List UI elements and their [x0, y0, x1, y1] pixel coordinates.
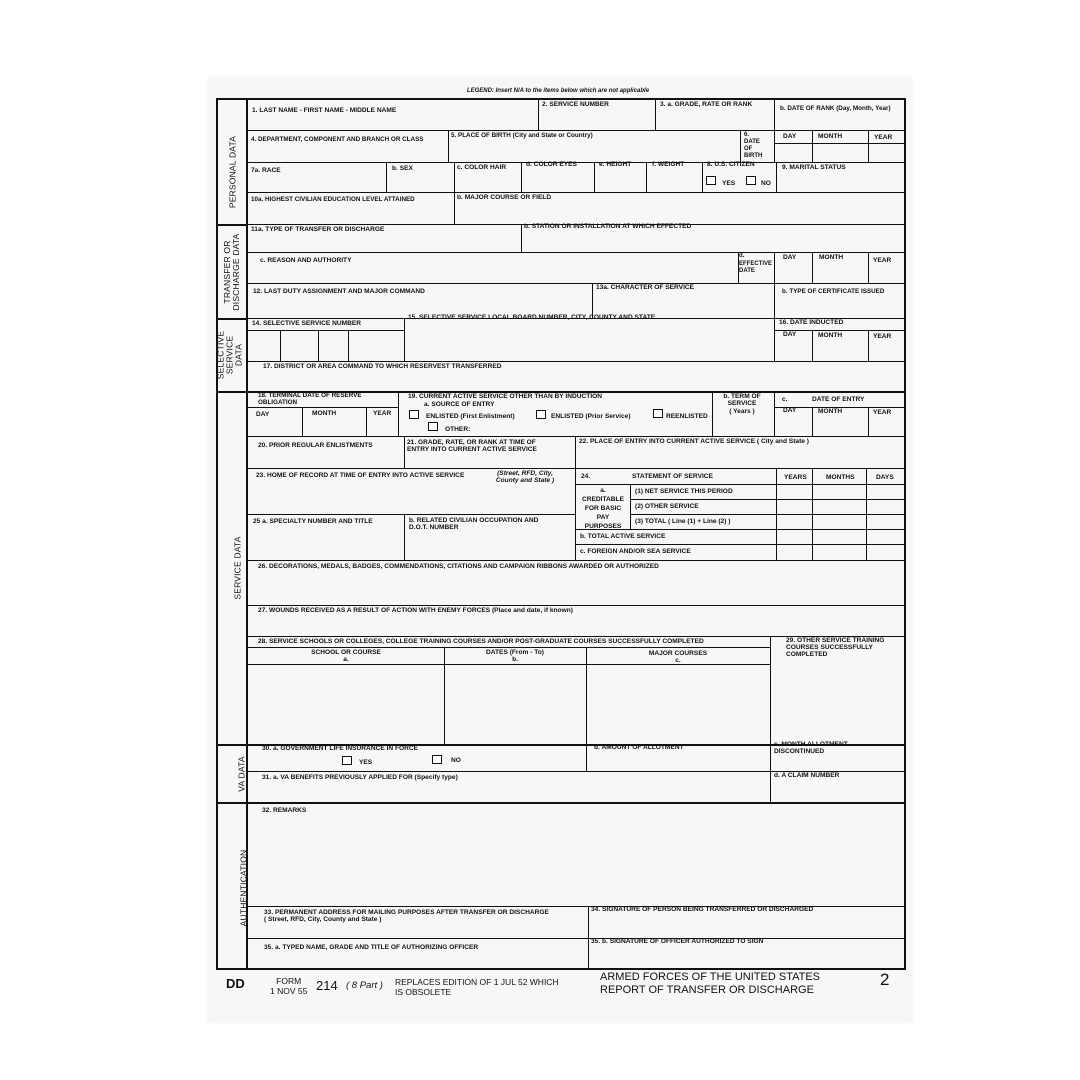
- insurance-yes-label: YES: [359, 759, 373, 766]
- citizen-no-label: NO: [761, 180, 771, 187]
- rule: [454, 162, 455, 224]
- form-part: ( 8 Part ): [346, 980, 383, 991]
- field-19b-label: b. TERM OF SERVICE ( Years ): [723, 393, 761, 415]
- rule: [248, 407, 398, 408]
- field-13a-label: 13a. CHARACTER OF SERVICE: [596, 284, 695, 291]
- field-29-label: 29. OTHER SERVICE TRAINING COURSES SUCCESSFULLY COMPLETED: [786, 637, 885, 658]
- field-10b-label: b. MAJOR COURSE OR FIELD: [457, 194, 552, 201]
- foreign-sea-service-label: c. FOREIGN AND/OR SEA SERVICE: [580, 548, 691, 555]
- entry-day-label: DAY: [783, 407, 797, 414]
- section-service-data: SERVICE DATA: [232, 536, 243, 600]
- section-divider: [216, 744, 248, 746]
- field-26-label: 26. DECORATIONS, MEDALS, BADGES, COMMENDATIONS, CITATIONS AND CAMPAIGN RIBBONS AWARDED OR AUTHORIZED: [258, 563, 659, 570]
- rule: [248, 361, 904, 362]
- rule: [318, 330, 319, 361]
- major-courses-header: MAJOR COURSES c.: [648, 650, 708, 665]
- rule: [302, 407, 303, 436]
- field-16-label: 16. DATE INDUCTED: [779, 319, 844, 326]
- rule: [776, 468, 777, 560]
- rule: [774, 391, 775, 436]
- field-23-hint: (Street, RFD, City, County and State ): [495, 470, 555, 485]
- citizen-yes-checkbox[interactable]: [706, 176, 716, 185]
- section-va-data: VA DATA: [236, 756, 247, 792]
- rule: [248, 802, 904, 804]
- field-28-label: 28. SERVICE SCHOOLS OR COLLEGES, COLLEGE TRAINING COURSES AND/OR POST-GRADUATE COURSES SUCCESSFULLY COMPLETED: [258, 638, 704, 645]
- rule: [866, 468, 867, 560]
- insurance-yes-checkbox[interactable]: [342, 756, 352, 765]
- rule: [248, 330, 404, 331]
- field-19-label: 19. CURRENT ACTIVE SERVICE OTHER THAN BY INDUCTION: [408, 393, 603, 400]
- rule: [521, 162, 522, 192]
- effective-month-label: MONTH: [819, 254, 844, 261]
- rule: [812, 468, 813, 560]
- field-31d-label: d. A CLAIM NUMBER: [774, 772, 840, 779]
- rule: [575, 544, 904, 545]
- rule: [868, 330, 869, 361]
- other-entry-label: OTHER:: [445, 426, 471, 433]
- section-transfer-discharge: TRANSFER OR DISCHARGE DATA: [222, 233, 241, 311]
- reserve-month-label: MONTH: [312, 410, 337, 417]
- years-label: YEARS: [784, 474, 807, 481]
- field-4-label: 4. DEPARTMENT, COMPONENT AND BRANCH OR CLASS: [251, 136, 424, 143]
- section-personal-data: PERSONAL DATA: [227, 135, 238, 209]
- birth-month-label: MONTH: [818, 133, 843, 140]
- rule: [812, 252, 813, 283]
- field-24-label: 24.: [581, 473, 591, 480]
- other-service-label: (2) OTHER SERVICE: [635, 503, 699, 510]
- rule: [586, 746, 587, 771]
- creditable-label: a. CREDITABLE FOR BASIC PAY PURPOSES: [581, 487, 624, 530]
- enlisted-first-checkbox[interactable]: [409, 410, 419, 419]
- citizen-no-checkbox[interactable]: [746, 176, 756, 185]
- rule: [592, 283, 593, 318]
- rule: [812, 407, 813, 436]
- field-9-label: 9. MARITAL STATUS: [782, 164, 846, 171]
- field-7a-label: 7a. RACE: [251, 167, 281, 174]
- field-25a-label: 25 a. SPECIALTY NUMBER AND TITLE: [253, 518, 373, 525]
- field-7b-label: b. SEX: [392, 165, 413, 172]
- field-7f-label: f. WEIGHT: [652, 161, 685, 168]
- field-22-label: 22. PLACE OF ENTRY INTO CURRENT ACTIVE SERVICE ( City and State ): [579, 438, 809, 445]
- field-11d-label: d. EFFECTIVE DATE: [739, 253, 773, 274]
- rule: [630, 484, 631, 529]
- legend-text: LEGEND: Insert N/A to the items below which are not applicable: [466, 88, 650, 94]
- section-divider: [216, 802, 248, 804]
- reserve-year-label: YEAR: [373, 410, 392, 417]
- section-divider: [216, 391, 248, 393]
- field-5-label: 5. PLACE OF BIRTH (City and State or Country): [451, 132, 593, 139]
- enlisted-prior-label: ENLISTED (Prior Service): [551, 413, 631, 420]
- rule: [776, 162, 777, 192]
- rule: [248, 283, 904, 284]
- rule: [588, 906, 589, 968]
- field-7e-label: e. HEIGHT: [599, 161, 632, 168]
- field-21-label: 21. GRADE, RATE, OR RANK AT TIME OF ENTRY INTO CURRENT ACTIVE SERVICE: [407, 439, 537, 454]
- field-12-label: 12. LAST DUTY ASSIGNMENT AND MAJOR COMMAND: [253, 288, 425, 295]
- rule: [366, 407, 367, 436]
- field-20-label: 20. PRIOR REGULAR ENLISTMENTS: [258, 442, 373, 449]
- rule: [448, 130, 449, 162]
- rule: [248, 130, 904, 131]
- insurance-no-checkbox[interactable]: [432, 755, 442, 764]
- reserve-day-label: DAY: [256, 411, 270, 418]
- rule: [646, 162, 647, 192]
- reenlisted-checkbox[interactable]: [653, 409, 663, 418]
- total-service-label: (3) TOTAL ( Line (1) + Line (2) ): [635, 518, 731, 525]
- rule: [770, 636, 771, 744]
- field-14-label: 14. SELECTIVE SERVICE NUMBER: [252, 320, 362, 327]
- rule: [774, 100, 775, 162]
- section-column-divider: [246, 100, 248, 968]
- field-3a-label: 3. a. GRADE, RATE OR RANK: [660, 101, 753, 108]
- rule: [404, 514, 405, 560]
- rule: [740, 130, 741, 162]
- field-33-label: 33. PERMANENT ADDRESS FOR MAILING PURPOSES AFTER TRANSFER OR DISCHARGE ( Street, RFD, City, County and State ): [264, 909, 549, 924]
- total-active-service-label: b. TOTAL ACTIVE SERVICE: [580, 533, 666, 540]
- dates-header: DATES (From - To) b.: [486, 649, 544, 664]
- school-course-header: SCHOOL OR COURSE a.: [311, 649, 381, 664]
- birth-day-label: DAY: [783, 133, 797, 140]
- rule: [248, 938, 904, 939]
- field-15-label: 15. SELECTIVE SERVICE LOCAL BOARD NUMBER, CITY, COUNTY AND STATE: [408, 314, 656, 321]
- dd-label: DD: [226, 976, 245, 991]
- dd-214-form-sheet: [208, 78, 912, 1022]
- rule: [248, 514, 575, 515]
- section-divider: [216, 224, 248, 226]
- field-10a-label: 10a. HIGHEST CIVILIAN EDUCATION LEVEL ATTAINED: [251, 196, 415, 203]
- net-service-label: (1) NET SERVICE THIS PERIOD: [635, 488, 733, 495]
- rule: [655, 100, 656, 130]
- rule: [248, 468, 904, 469]
- rule: [774, 143, 904, 144]
- field-11b-label: b. STATION OR INSTALLATION AT WHICH EFFECTED: [524, 223, 692, 230]
- rule: [386, 162, 387, 192]
- rule: [404, 436, 405, 468]
- field-31a-label: 31. a. VA BENEFITS PREVIOUSLY APPLIED FOR (Specify type): [262, 774, 458, 781]
- field-17-label: 17. DISTRICT OR AREA COMMAND TO WHICH RESERVEST TRANSFERRED: [263, 363, 502, 370]
- citizen-yes-label: YES: [722, 180, 736, 187]
- field-19c-label: c.: [782, 396, 788, 403]
- entry-year-label: YEAR: [873, 409, 892, 416]
- rule: [868, 130, 869, 162]
- field-7d-label: d. COLOR EYES: [526, 161, 577, 168]
- rule: [248, 252, 904, 253]
- field-6-label: 6. DATE OF BIRTH: [744, 132, 763, 159]
- field-27-label: 27. WOUNDS RECEIVED AS A RESULT OF ACTION WITH ENEMY FORCES (Place and date, if known): [258, 607, 573, 614]
- inducted-day-label: DAY: [783, 331, 797, 338]
- inducted-year-label: YEAR: [873, 333, 892, 340]
- enlisted-prior-checkbox[interactable]: [536, 410, 546, 419]
- field-3b-label: b. DATE OF RANK (Day, Month, Year): [780, 105, 891, 112]
- field-18-label: 18. TERMINAL DATE OF RESERVE OBLIGATION: [258, 392, 362, 406]
- rule: [248, 647, 770, 648]
- rule: [248, 605, 904, 606]
- rule: [575, 484, 904, 485]
- field-25b-label: b. RELATED CIVILIAN OCCUPATION AND D.O.T. NUMBER: [409, 517, 539, 532]
- field-7c-label: c. COLOR HAIR: [457, 164, 507, 171]
- rule: [280, 330, 281, 361]
- other-entry-checkbox[interactable]: [428, 422, 438, 431]
- section-divider: [216, 318, 248, 320]
- field-1-label: 1. LAST NAME - FIRST NAME - MIDDLE NAME: [252, 107, 397, 114]
- field-30b-label: b. AMOUNT OF ALLOTMENT: [594, 744, 684, 751]
- rule: [521, 224, 522, 252]
- field-35a-label: 35. a. TYPED NAME, GRADE AND TITLE OF AUTHORIZING OFFICER: [264, 944, 479, 951]
- rule: [594, 162, 595, 192]
- birth-year-label: YEAR: [874, 134, 893, 141]
- field-35b-label: 35. b. SIGNATURE OF OFFICER AUTHORIZED TO SIGN: [591, 938, 764, 945]
- field-11a-label: 11a. TYPE OF TRANSFER OR DISCHARGE: [251, 226, 385, 233]
- field-2-label: 2. SERVICE NUMBER: [542, 101, 609, 108]
- entry-month-label: MONTH: [818, 408, 843, 415]
- form-number: 214: [316, 978, 338, 993]
- form-title: ARMED FORCES OF THE UNITED STATES REPORT OF TRANSFER OR DISCHARGE: [600, 971, 821, 996]
- rule: [398, 391, 399, 436]
- days-label: DAYS: [876, 474, 894, 481]
- rule: [404, 318, 405, 361]
- rule: [868, 407, 869, 436]
- field-13b-label: b. TYPE OF CERTIFICATE ISSUED: [782, 288, 885, 295]
- rule: [774, 252, 775, 318]
- inducted-month-label: MONTH: [818, 332, 843, 339]
- rule: [812, 130, 813, 162]
- rule: [868, 252, 869, 283]
- rule: [248, 192, 904, 193]
- rule: [770, 746, 771, 802]
- rule: [575, 436, 576, 560]
- field-8-label: 8. U.S. CITIZEN: [707, 161, 755, 168]
- statement-of-service-label: STATEMENT OF SERVICE: [632, 473, 713, 480]
- rule: [248, 560, 904, 561]
- rule: [248, 436, 904, 437]
- effective-year-label: YEAR: [873, 257, 892, 264]
- rule: [630, 514, 904, 515]
- rule: [630, 499, 904, 500]
- form-date-label: FORM 1 NOV 55: [270, 976, 308, 996]
- copy-number: 2: [880, 970, 890, 989]
- section-selective-service: SELECTIVE SERVICE DATA: [215, 330, 244, 380]
- reenlisted-label: REENLISTED: [666, 413, 708, 420]
- field-30a-label: 30. a. GOVERNMENT LIFE INSURANCE IN FORCE: [262, 745, 419, 752]
- rule: [702, 162, 703, 192]
- rule: [348, 330, 349, 361]
- date-of-entry-label: DATE OF ENTRY: [812, 396, 865, 403]
- field-32-label: 32. REMARKS: [262, 807, 307, 814]
- months-label: MONTHS: [826, 474, 855, 481]
- field-34-label: 34. SIGNATURE OF PERSON BEING TRANSFERRED OR DISCHARGED: [591, 906, 814, 913]
- enlisted-first-label: ENLISTED (First Enlistment): [426, 413, 515, 420]
- rule: [812, 330, 813, 361]
- insurance-no-label: NO: [451, 757, 461, 764]
- rule: [712, 391, 713, 436]
- field-23-label: 23. HOME OF RECORD AT TIME OF ENTRY INTO ACTIVE SERVICE: [256, 472, 465, 479]
- rule: [774, 318, 775, 361]
- field-19a-label: a. SOURCE OF ENTRY: [424, 401, 495, 408]
- replaces-edition-note: REPLACES EDITION OF 1 JUL 52 WHICH IS OBSOLETE: [395, 977, 559, 997]
- effective-day-label: DAY: [783, 254, 797, 261]
- rule: [538, 100, 539, 130]
- field-30c-label: c. MONTH ALLOTMENT DISCONTINUED: [774, 741, 848, 755]
- field-11c-label: c. REASON AND AUTHORITY: [260, 257, 352, 264]
- section-authentication: AUTHENTICATION: [238, 849, 249, 927]
